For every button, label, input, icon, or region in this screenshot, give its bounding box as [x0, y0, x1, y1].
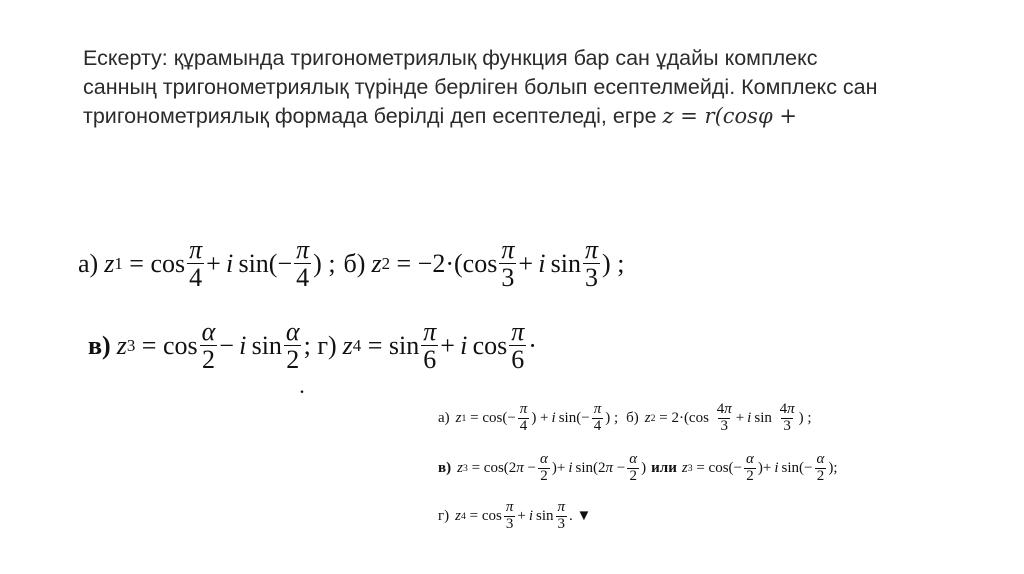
- label-v: в): [88, 330, 111, 360]
- problem-row-1: а) z 1 = cos $\frac{\pi}{4}$ + i sin(− $\frac{\pi}{4}$ ) ; б) z 2 = −2·(cos $\frac{\pi}{3}$ + i sin $\frac{\pi}{3}$ ) ;: [78, 235, 625, 293]
- answer-label-b: б): [626, 409, 639, 426]
- note-line-3: [83, 102, 963, 131]
- answer-label-g: г): [438, 507, 450, 524]
- answer-row-2: в) z 3 = cos(2π − $\frac{\alpha}{2}$ )+ i sin(2π − $\frac{\alpha}{2}$ ) или z 3 = cos(− $\frac{\alpha}{2}$ )+ i sin(− $\frac{\alpha}{2}$ );: [438, 451, 838, 484]
- note-line-1: Ескерту: құрамында тригонометриялық функция бар сан ұдайы комплекс: [83, 46, 818, 70]
- stray-dot: .: [300, 380, 304, 397]
- answer-label-v: в): [438, 459, 452, 476]
- note-line-3-text: тригонометриялық формада берілді деп есептеледі, егре: [83, 104, 663, 128]
- label-a: а): [78, 248, 99, 278]
- note-line-3-formula: z = r(cosφ +: [662, 104, 797, 128]
- answer-label-a: а): [438, 409, 450, 426]
- answer-row-3: г) z 4 = cos $\frac{\pi}{3}$ + i sin $\frac{\pi}{3}$ . ▼: [438, 499, 592, 532]
- label-g: г): [317, 330, 337, 360]
- or-word: или: [651, 459, 677, 476]
- label-b: б): [343, 248, 366, 278]
- note-paragraph: [83, 44, 963, 131]
- answer-row-1: а) z 1 = cos(− $\frac{\pi}{4}$ ) + i sin(− $\frac{\pi}{4}$ ) ; б) z 2 = 2·(cos $\frac{4\pi}{3}$ + i sin $\frac{4\pi}{3}$ ) ;: [438, 401, 812, 434]
- note-line-2: санның тригонометриялық түрінде берліген болып есептелмейді. Комплекс сан: [83, 75, 878, 99]
- problem-row-2: в) z 3 = cos $\frac{\alpha}{2}$ − i sin $\frac{\alpha}{2}$ ; г) z 4 = sin $\frac{\pi}{6}$ + i cos $\frac{\pi}{6}$ ·: [88, 317, 537, 375]
- end-marker-icon: ▼: [576, 507, 592, 524]
